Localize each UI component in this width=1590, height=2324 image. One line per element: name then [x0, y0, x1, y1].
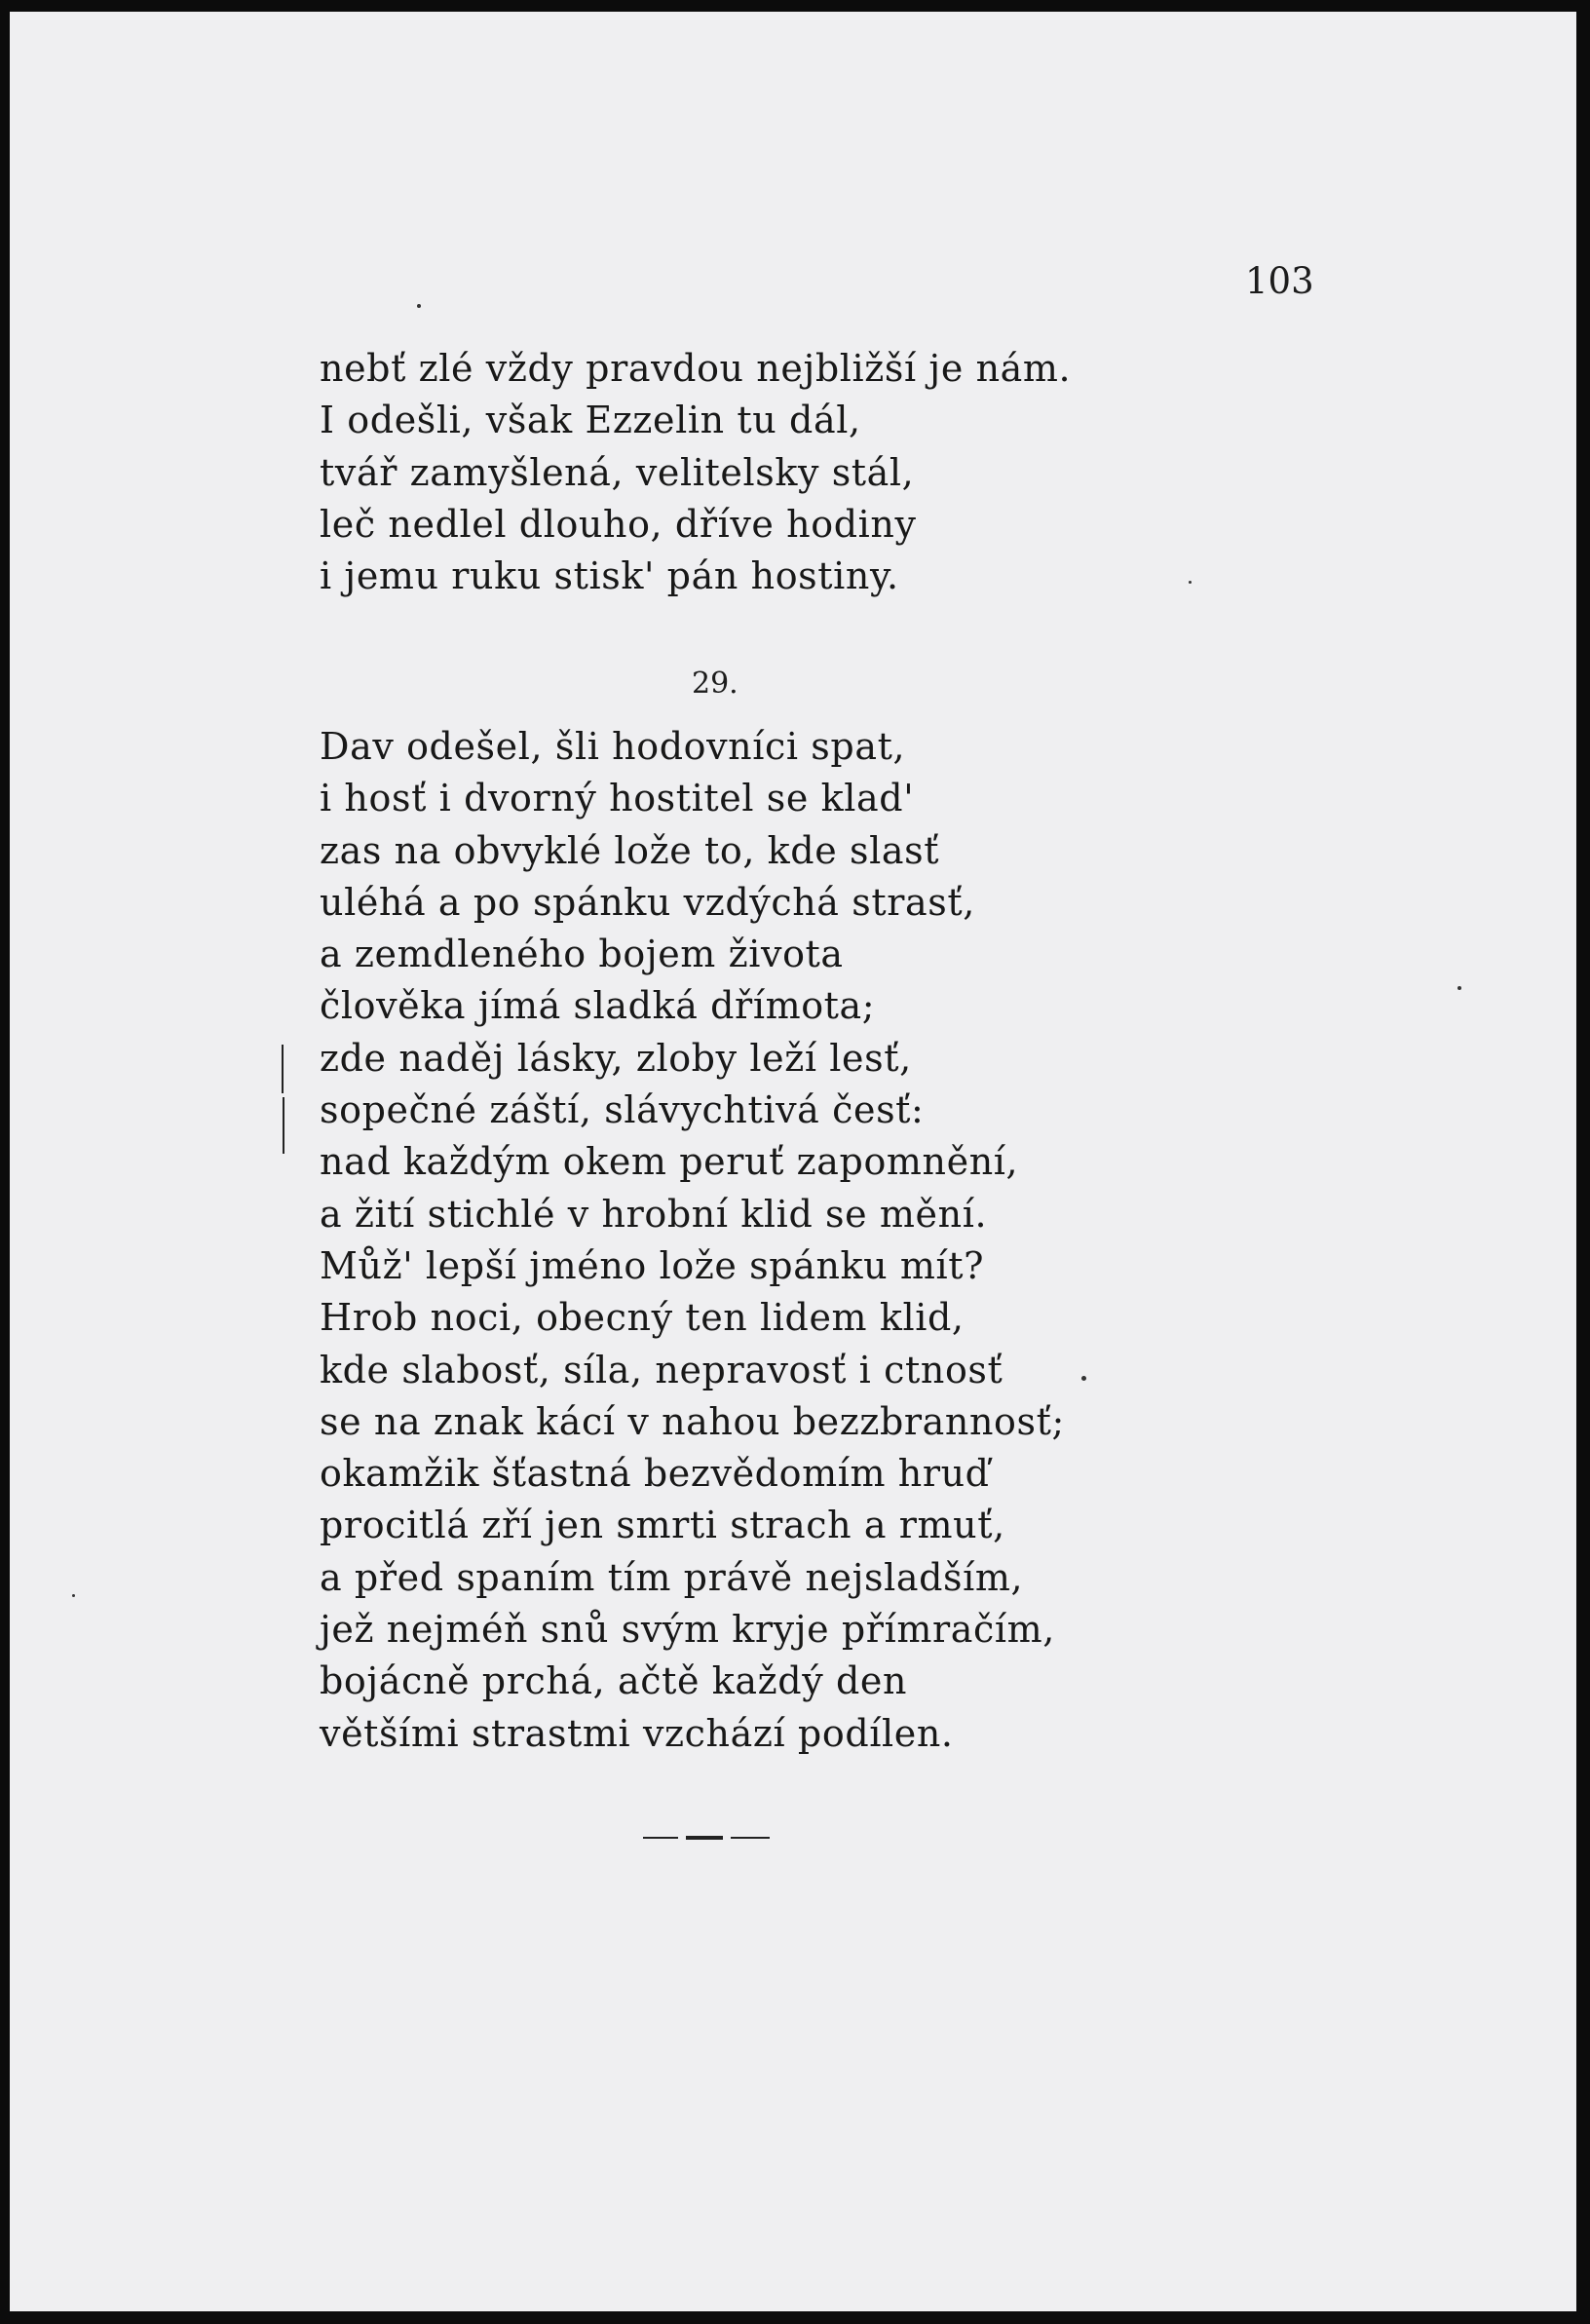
verse-line: a před spaním tím právě nejsladším,	[320, 1555, 1024, 1599]
verse-line: člověka jímá sladká dřímota;	[320, 984, 876, 1028]
ink-speck	[417, 304, 421, 308]
verse-line: kde slabosť, síla, nepravosť i ctnosť	[320, 1348, 1003, 1391]
verse-line: jež nejméň snů svým kryje přímračím,	[320, 1608, 1055, 1652]
verse-line: a žití stichlé v hrobní klid se mění.	[320, 1192, 988, 1236]
ink-speck	[1458, 986, 1461, 990]
verse-line: zde naděj lásky, zloby leží lesť,	[320, 1036, 912, 1080]
verse-line: leč nedlel dlouho, dříve hodiny	[320, 502, 917, 546]
verse-line: a zemdleného bojem života	[320, 933, 844, 976]
verse-line: bojácně prchá, ačtě každý den	[320, 1659, 908, 1703]
verse-line: se na znak kácí v nahou bezzbrannosť;	[320, 1399, 1065, 1443]
stanza-second	[320, 721, 1065, 1760]
verse-line: okamžik šťastná bezvědomím hruď	[320, 1452, 990, 1496]
ink-speck	[1189, 581, 1192, 584]
page-number: 103	[1245, 260, 1314, 302]
verse-line: Hrob noci, obecný ten lidem klid,	[320, 1296, 965, 1340]
verse-line: většími strastmi vzchází podílen.	[320, 1711, 954, 1755]
margin-mark	[282, 1045, 284, 1154]
verse-line: Můž' lepší jméno lože spánku mít?	[320, 1243, 985, 1287]
verse-line: Dav odešel, šli hodovníci spat,	[320, 725, 906, 768]
verse-line: tvář zamyšlená, velitelsky stál,	[320, 450, 915, 494]
verse-line: uléhá a po spánku vzdýchá strasť,	[320, 880, 975, 924]
verse-line: I odešli, však Ezzelin tu dál,	[320, 399, 861, 442]
verse-line: i jemu ruku stisk' pán hostiny.	[320, 554, 899, 598]
ink-speck	[72, 1594, 75, 1597]
verse-line: sopečné záští, slávychtivá česť:	[320, 1088, 925, 1132]
verse-line: nad každým okem peruť zapomnění,	[320, 1140, 1019, 1184]
stanza-first	[320, 343, 1071, 602]
verse-line: i hosť i dvorný hostitel se klad'	[320, 777, 915, 820]
book-page	[10, 12, 1576, 2311]
section-number: 29.	[692, 667, 738, 701]
closing-rule	[643, 1837, 779, 1840]
verse-line: procitlá zří jen smrti strach a rmuť,	[320, 1504, 1005, 1547]
verse-line: nebť zlé vždy pravdou nejbližší je nám.	[320, 347, 1072, 390]
ink-speck	[1081, 1376, 1086, 1381]
verse-line: zas na obvyklé lože to, kde slasť	[320, 828, 940, 872]
